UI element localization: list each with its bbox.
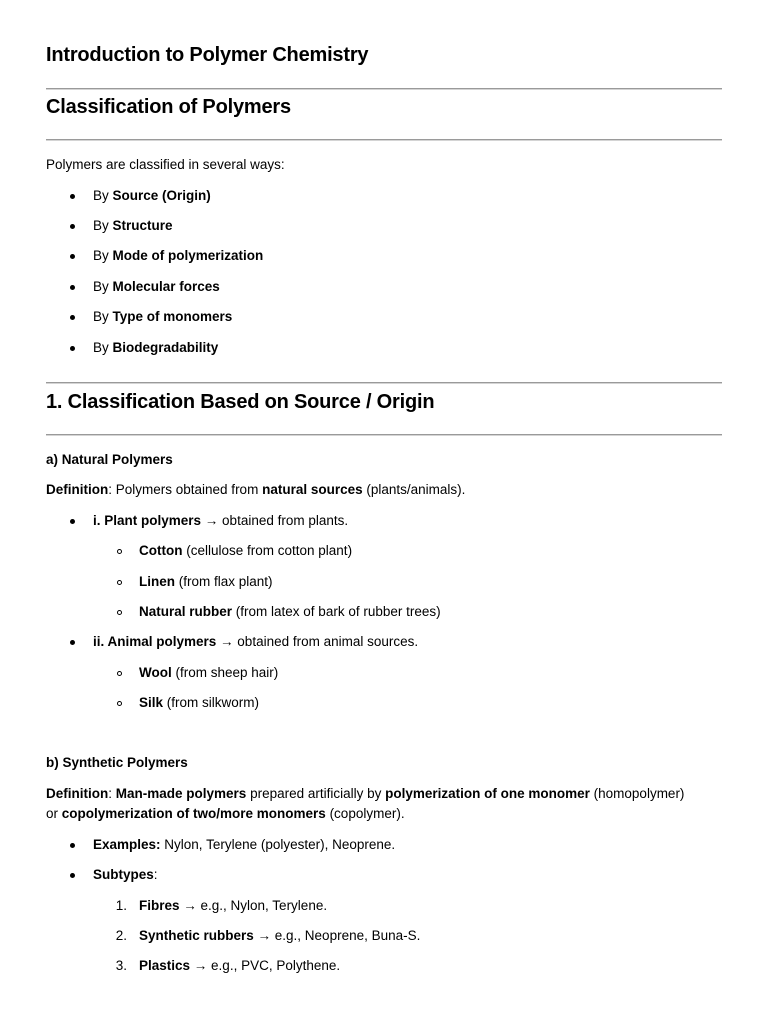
circle-bullet-icon: [117, 610, 122, 615]
section-heading-source: 1. Classification Based on Source / Origin: [46, 391, 435, 413]
bullet-icon: [70, 224, 75, 229]
list-item: By Molecular forces: [93, 279, 220, 294]
bullet-icon: [70, 873, 75, 878]
divider: [46, 382, 722, 384]
list-item: Silk (from silkworm): [139, 695, 260, 710]
list-item: Natural rubber (from latex of bark of rubber trees): [139, 604, 441, 619]
list-item: By Structure: [93, 218, 173, 233]
list-item: Plastics → e.g., PVC, Polythene.: [139, 958, 341, 973]
bullet-icon: [70, 519, 75, 524]
natural-definition: Definition: Polymers obtained from natural sources (plants/animals).: [46, 482, 466, 497]
bullet-icon: [70, 254, 75, 259]
list-item: By Biodegradability: [93, 340, 219, 355]
divider: [46, 88, 722, 90]
list-item-examples: Examples: Nylon, Terylene (polyester), Neoprene.: [93, 837, 396, 852]
bullet-icon: [70, 640, 75, 645]
list-item-subtypes: Subtypes:: [93, 867, 158, 882]
list-number: 1.: [115, 898, 127, 913]
bullet-icon: [70, 194, 75, 199]
list-item: Synthetic rubbers → e.g., Neoprene, Buna-S.: [139, 928, 421, 943]
document-title: Introduction to Polymer Chemistry: [46, 44, 369, 66]
list-item: By Type of monomers: [93, 309, 233, 324]
synthetic-definition-line1: Definition: Man-made polymers prepared artificially by polymerization of one monomer (homopolymer): [46, 786, 685, 801]
circle-bullet-icon: [117, 549, 122, 554]
list-item-animal-polymers: ii. Animal polymers → obtained from animal sources.: [93, 634, 419, 649]
classification-intro: Polymers are classified in several ways:: [46, 157, 285, 172]
subheading-natural: a) Natural Polymers: [46, 452, 173, 467]
circle-bullet-icon: [117, 580, 122, 585]
list-item: Fibres → e.g., Nylon, Terylene.: [139, 898, 328, 913]
list-number: 3.: [115, 958, 127, 973]
section-heading-classification: Classification of Polymers: [46, 96, 291, 118]
list-number: 2.: [115, 928, 127, 943]
circle-bullet-icon: [117, 701, 122, 706]
bullet-icon: [70, 346, 75, 351]
bullet-icon: [70, 315, 75, 320]
synthetic-definition-line2: or copolymerization of two/more monomers (copolymer).: [46, 806, 405, 821]
list-item: By Mode of polymerization: [93, 248, 264, 263]
bullet-icon: [70, 843, 75, 848]
subheading-synthetic: b) Synthetic Polymers: [46, 755, 188, 770]
list-item-plant-polymers: i. Plant polymers → obtained from plants.: [93, 513, 349, 528]
divider: [46, 139, 722, 141]
circle-bullet-icon: [117, 671, 122, 676]
divider: [46, 434, 722, 436]
list-item: Cotton (cellulose from cotton plant): [139, 543, 353, 558]
list-item: By Source (Origin): [93, 188, 211, 203]
list-item: Wool (from sheep hair): [139, 665, 279, 680]
bullet-icon: [70, 285, 75, 290]
list-item: Linen (from flax plant): [139, 574, 273, 589]
